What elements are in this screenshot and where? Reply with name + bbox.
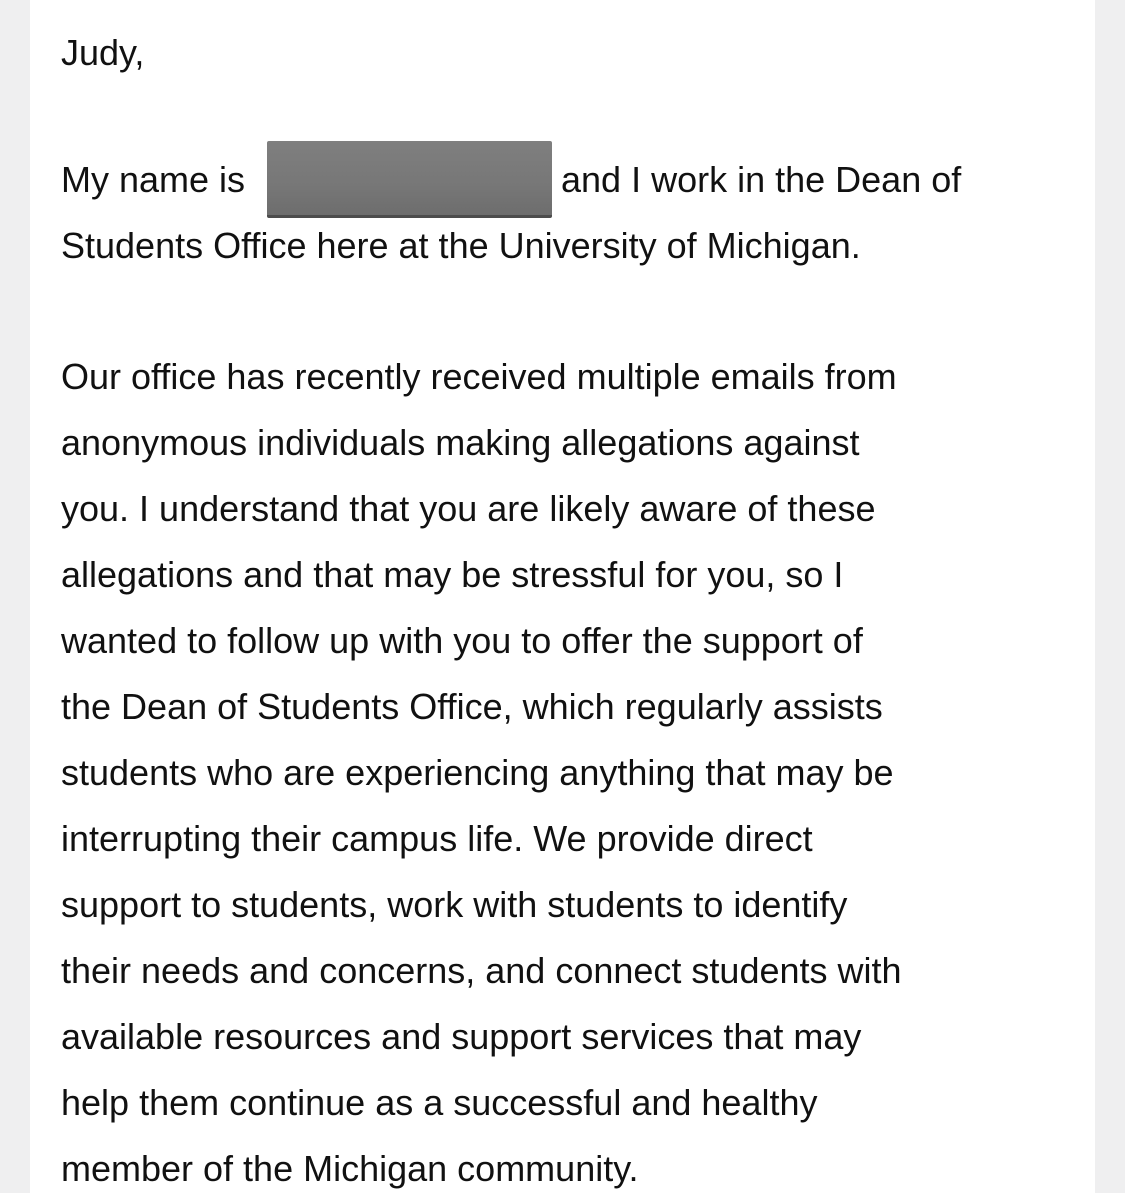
body-line: wanted to follow up with you to offer the support of xyxy=(61,620,863,661)
intro-line-2: Students Office here at the University of Michigan. xyxy=(61,225,861,266)
body-line: allegations and that may be stressful for you, so I xyxy=(61,554,844,595)
body-line: support to students, work with students to identify xyxy=(61,884,848,925)
body-line: help them continue as a successful and healthy xyxy=(61,1082,818,1123)
body-line: students who are experiencing anything that may be xyxy=(61,752,894,793)
body-line: anonymous individuals making allegations against xyxy=(61,422,860,463)
body-line: you. I understand that you are likely aware of these xyxy=(61,488,876,529)
redacted-name-block xyxy=(267,141,552,218)
intro-after-name: and I work in the Dean of xyxy=(561,159,962,200)
body-line: available resources and support services that may xyxy=(61,1016,862,1057)
body-line: member of the Michigan community. xyxy=(61,1148,639,1189)
email-body xyxy=(30,0,1095,1193)
intro-before-name: My name is xyxy=(61,159,246,200)
body-line: Our office has recently received multiple emails from xyxy=(61,356,897,397)
body-line: the Dean of Students Office, which regularly assists xyxy=(61,686,883,727)
body-line: interrupting their campus life. We provide direct xyxy=(61,818,813,859)
email-greeting: Judy, xyxy=(61,32,145,73)
body-line: their needs and concerns, and connect students with xyxy=(61,950,902,991)
